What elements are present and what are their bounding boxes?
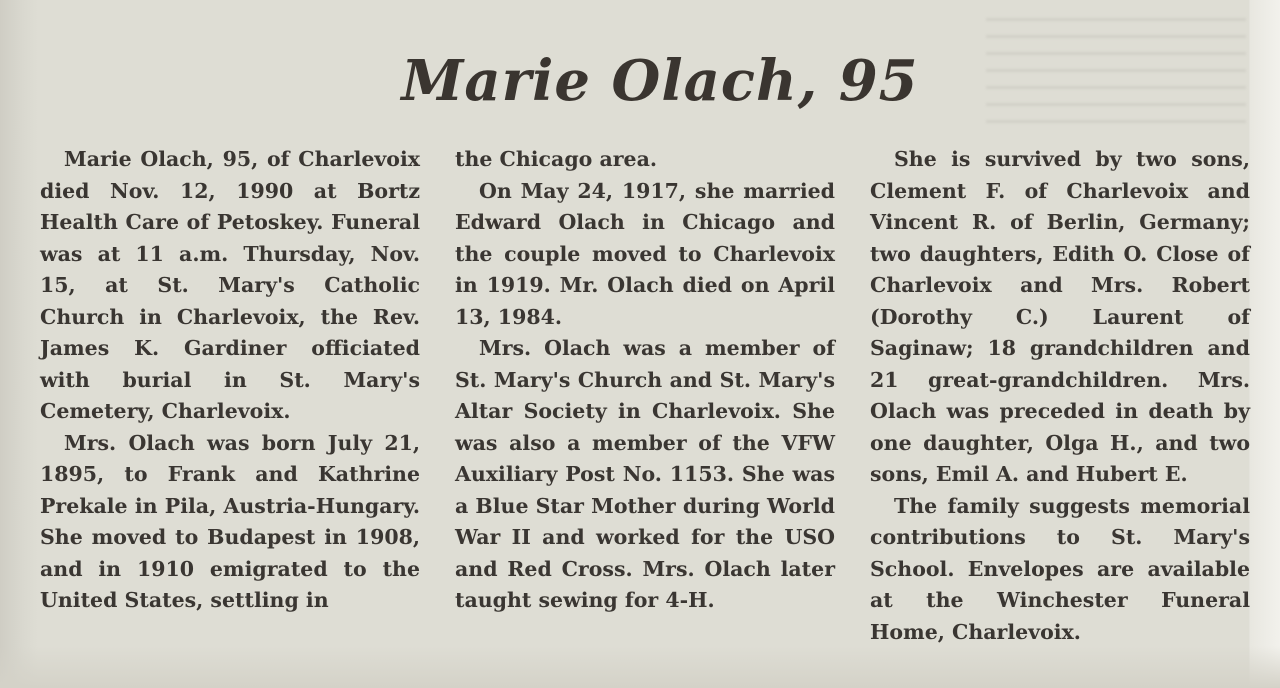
paragraph: Mrs. Olach was a member of St. Mary's Church and St. Mary's Altar Society in Charlevoix. She was also a member of the VFW Auxiliary Post No. 1153. She was a Blue Star Mother during World War II and worked for the USO and Red Cross. Mrs. Olach later taught sewing for 4-H.	[455, 336, 835, 612]
paragraph: Mrs. Olach was born July 21, 1895, to Frank and Kathrine Prekale in Pila, Austria-Hungary. She moved to Budapest in 1908, and in 1910 emigrated to the United States, settling in	[40, 430, 420, 612]
paragraph: Marie Olach, 95, of Charlevoix died Nov. 12, 1990 at Bortz Health Care of Petoskey. Funeral was at 11 a.m. Thursday, Nov. 15, at St. Mary's Catholic Church in Charlevoix, the Rev. James K. Gardiner officiated with burial in St. Mary's Cemetery, Charlevoix.	[40, 147, 420, 423]
text-column-3	[870, 144, 1250, 648]
obituary-headline: Marie Olach, 95	[401, 48, 919, 114]
paragraph: On May 24, 1917, she married Edward Olach in Chicago and the couple moved to Charlevoix in 1919. Mr. Olach died on April 13, 1984.	[455, 178, 835, 329]
paragraph: She is survived by two sons, Clement F. of Charlevoix and Vincent R. of Berlin, Germany; two daughters, Edith O. Close of Charlevoix and Mrs. Robert (Dorothy C.) Laurent of Saginaw; 18 grandchildren and 21 great-grandchildren. Mrs. Olach was preceded in death by one daughter, Olga H., and two sons, Emil A. and Hubert E.	[870, 147, 1250, 486]
paragraph: The family suggests memorial contributions to St. Mary's School. Envelopes are available at the Winchester Funeral Home, Charlevoix.	[870, 493, 1250, 644]
paragraph-continued: the Chicago area.	[455, 147, 658, 171]
text-column-1	[40, 144, 420, 617]
text-column-2	[455, 144, 835, 617]
scan-bottom-edge	[0, 646, 1280, 688]
